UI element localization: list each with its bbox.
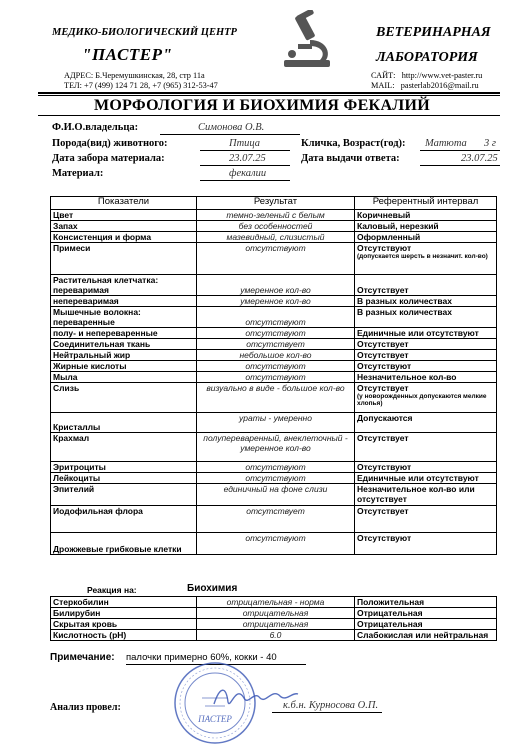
title-underline (38, 115, 500, 116)
row-name: Цвет (51, 210, 197, 221)
row-result: 6.0 (197, 630, 355, 641)
row-name: Мышечные волокна: переваренные (51, 307, 197, 328)
row-name: полу- и непереваренные (51, 328, 197, 339)
row-name: Скрытая кровь (51, 619, 197, 630)
page-title: МОРФОЛОГИЯ И БИОХИМИЯ ФЕКАЛИЙ (93, 97, 431, 114)
breed-value: Птица (229, 138, 261, 149)
name-age-label: Кличка, Возраст(год): (301, 138, 406, 149)
phones-text: ТЕЛ: +7 (499) 124 71 28, +7 (965) 312-53-47 (64, 81, 218, 90)
table-row (51, 232, 497, 243)
table-row (51, 533, 497, 555)
row-name: Кислотность (pH) (51, 630, 197, 641)
header-reference: Референтный интервал (355, 197, 497, 210)
material-underline (200, 180, 290, 181)
row-reference: Допускаются (355, 413, 497, 433)
row-name: Примеси (51, 243, 197, 275)
collection-date-label: Дата забора материала: (52, 153, 165, 164)
table-row (51, 339, 497, 350)
name-age-underline (420, 150, 500, 151)
center-brand: "ПАСТЕР" (82, 45, 173, 64)
table-row (51, 275, 497, 296)
row-reference: Отсутствуют (355, 361, 497, 372)
issue-date-value: 23.07.25 (461, 153, 498, 164)
table-row (51, 413, 497, 433)
row-reference: В разных количествах (355, 296, 497, 307)
table-row (51, 597, 497, 608)
table-row (51, 328, 497, 339)
row-name: Нейтральный жир (51, 350, 197, 361)
table-row (51, 473, 497, 484)
row-result: отрицательная - норма (197, 597, 355, 608)
row-reference: Отрицательная (355, 608, 497, 619)
material-label: Материал: (52, 168, 104, 179)
row-result: отрицательная (197, 608, 355, 619)
owner-label: Ф.И.О.владельца: (52, 122, 139, 133)
row-name: Консистенция и форма (51, 232, 197, 243)
table-row (51, 506, 497, 533)
row-reference-text: Отсутствуют (357, 243, 412, 253)
biochemistry-title: Биохимия (187, 583, 238, 594)
header-divider-thick (38, 92, 500, 94)
row-result: визуально в виде - большое кол-во (197, 383, 355, 413)
site-line (371, 71, 482, 80)
row-result: отсутствуют (197, 462, 355, 473)
row-name: Лейкоциты (51, 473, 197, 484)
table-row (51, 243, 497, 275)
pet-age-value: 3 г (484, 138, 496, 149)
signature-label: Анализ провел: (50, 702, 121, 713)
table-row (51, 372, 497, 383)
row-name: Жирные кислоты (51, 361, 197, 372)
owner-value: Симонова О.В. (198, 122, 265, 133)
row-reference-note: (допускается шерсть в незначит. кол-во) (357, 253, 488, 260)
row-reference: Оформленный (355, 232, 497, 243)
row-reference (355, 383, 497, 413)
site-label: САЙТ: (371, 71, 396, 80)
row-name: Слизь (51, 383, 197, 413)
row-name: Стеркобилин (51, 597, 197, 608)
owner-underline (160, 134, 300, 135)
table-header-row (51, 197, 497, 210)
microscope-icon (270, 10, 342, 70)
biochemistry-table (50, 596, 497, 641)
table-row (51, 307, 497, 328)
address-text: АДРЕС: Б.Черемушкинская, 28, стр 11а (64, 71, 205, 80)
collection-date-underline (200, 165, 290, 166)
row-reference: Слабокислая или нейтральная (355, 630, 497, 641)
row-reference: Отсутствует (355, 433, 497, 462)
header-divider-thin (38, 95, 500, 96)
row-result: отсутствует (197, 506, 355, 533)
morphology-table (50, 196, 497, 555)
row-reference: Незначительное кол-во или отсутствует (355, 484, 497, 506)
table-row (51, 433, 497, 462)
lab-type-line2: ЛАБОРАТОРИЯ (376, 50, 478, 65)
row-reference: Коричневый (355, 210, 497, 221)
row-name: непереваримая (51, 296, 197, 307)
mail-address: pasterlab2016@mail.ru (400, 81, 479, 90)
row-reference: Каловый, нерезкий (355, 221, 497, 232)
row-result: темно-зеленый с белым (197, 210, 355, 221)
row-name: Эпителий (51, 484, 197, 506)
row-name: Соединительная ткань (51, 339, 197, 350)
note-label: Примечание: (50, 652, 115, 663)
row-result: отрицательная (197, 619, 355, 630)
row-name: Эритроциты (51, 462, 197, 473)
row-result: отсутствуют (197, 372, 355, 383)
row-result: умеренное кол-во (197, 275, 355, 296)
signature-underline (272, 712, 382, 713)
row-name: Кристаллы (51, 413, 197, 433)
row-reference: Отсутствуют (355, 533, 497, 555)
row-result: отсутствуют (197, 243, 355, 275)
row-result: мазевидный, слизистый (197, 232, 355, 243)
stamp-text: ПАСТЕР (198, 714, 232, 724)
row-name: Крахмал (51, 433, 197, 462)
row-reference: В разных количествах (355, 307, 497, 328)
row-reference-note: (у новорожденных допускаются мелкие хлопья) (357, 393, 487, 407)
row-reference: Незначительное кол-во (355, 372, 497, 383)
row-reference: Единичные или отсутствуют (355, 328, 497, 339)
row-result: отсутствуют (197, 473, 355, 484)
row-name: Билирубин (51, 608, 197, 619)
row-reference: Отсутствуют (355, 462, 497, 473)
pet-name-value: Матюта (425, 138, 467, 149)
site-url: http://www.vet-paster.ru (401, 71, 483, 80)
row-result: отсутствуют (197, 533, 355, 555)
signature-name: к.б.н. Курносова О.П. (283, 700, 379, 711)
material-value: фекалии (229, 168, 267, 179)
row-name: Запах (51, 221, 197, 232)
header-result: Результат (197, 197, 355, 210)
table-row (51, 350, 497, 361)
row-name: Растительная клетчатка: переваримая (51, 275, 197, 296)
row-name: Мыла (51, 372, 197, 383)
row-result: отсутствуют (197, 361, 355, 372)
row-result: небольшое кол-во (197, 350, 355, 361)
row-reference: Отсутствует (355, 506, 497, 533)
table-row (51, 361, 497, 372)
collection-date-value: 23.07.25 (229, 153, 266, 164)
row-reference: Отрицательная (355, 619, 497, 630)
center-name: МЕДИКО-БИОЛОГИЧЕСКИЙ ЦЕНТР (52, 27, 237, 38)
header-indicator: Показатели (51, 197, 197, 210)
table-row (51, 296, 497, 307)
row-result: полупереваренный, внеклеточный - умеренное кол-во (197, 433, 355, 462)
table-row (51, 383, 497, 413)
table-row (51, 608, 497, 619)
row-reference: Положительная (355, 597, 497, 608)
table-row (51, 210, 497, 221)
issue-date-underline (420, 165, 500, 166)
row-reference (355, 243, 497, 275)
row-reference: Отсутствует (355, 350, 497, 361)
table-row (51, 221, 497, 232)
row-reference-text: Отсутствует (357, 383, 409, 393)
table-row (51, 619, 497, 630)
note-value: палочки примерно 60%, кокки - 40 (126, 652, 277, 663)
row-result: умеренное кол-во (197, 296, 355, 307)
row-result: ураты - умеренно (197, 413, 355, 433)
lab-type-line1: ВЕТЕРИНАРНАЯ (376, 25, 491, 40)
table-row (51, 630, 497, 641)
mail-line (371, 81, 479, 90)
reaction-label: Реакция на: (87, 585, 137, 595)
issue-date-label: Дата выдачи ответа: (301, 153, 400, 164)
table-row (51, 484, 497, 506)
breed-label: Порода(вид) животного: (52, 138, 168, 149)
table-row (51, 462, 497, 473)
row-reference: Отсутствует (355, 275, 497, 296)
row-result: единичный на фоне слизи (197, 484, 355, 506)
row-result: отсутствуют (197, 307, 355, 328)
row-result: без особенностей (197, 221, 355, 232)
row-reference: Единичные или отсутствуют (355, 473, 497, 484)
row-reference: Отсутствует (355, 339, 497, 350)
mail-label: MAIL: (371, 81, 395, 90)
row-result: отсутствуют (197, 328, 355, 339)
row-result: отсутствует (197, 339, 355, 350)
breed-underline (200, 150, 290, 151)
row-name: Иодофильная флора (51, 506, 197, 533)
row-name: Дрожжевые грибковые клетки (51, 533, 197, 555)
